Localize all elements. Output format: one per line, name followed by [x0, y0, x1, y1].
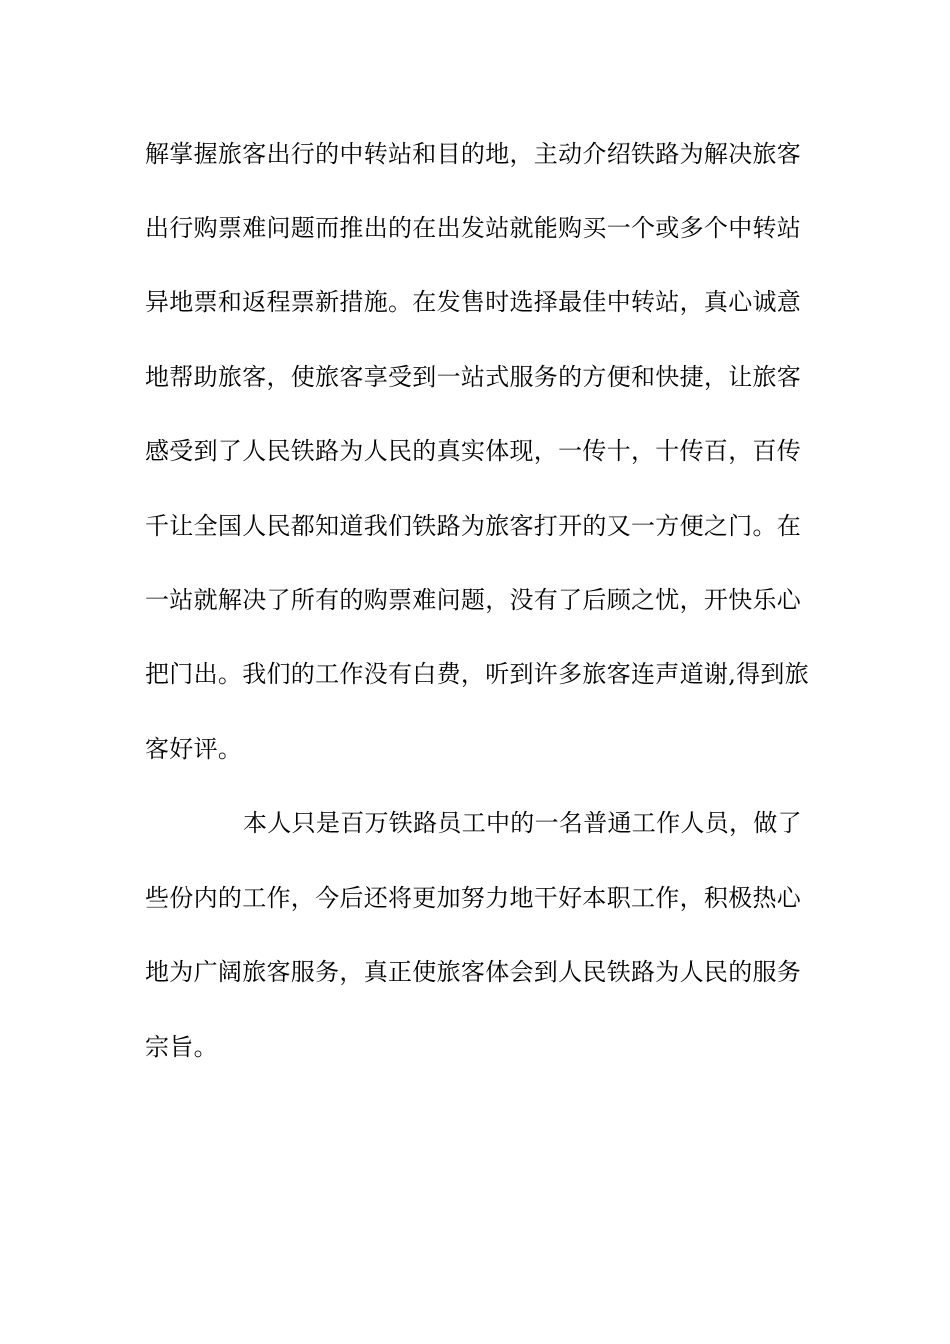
text-line: 把门出。我们的工作没有白费，听到许多旅客连声道谢,得到旅 — [145, 660, 810, 688]
text-line: 地帮助旅客，使旅客享受到一站式服务的方便和快捷，让旅客 — [145, 363, 802, 391]
text-line: 地为广阔旅客服务，真正使旅客体会到人民铁路为人民的服务 — [145, 958, 802, 986]
text-line: 出行购票难问题而推出的在出发站就能购买一个或多个中转站 — [145, 214, 802, 242]
text-line: 千让全国人民都知道我们铁路为旅客打开的又一方便之门。在 — [145, 512, 802, 540]
text-line: 一站就解决了所有的购票难问题，没有了后顾之忧，开快乐心 — [145, 586, 802, 614]
text-line: 感受到了人民铁路为人民的真实体现，一传十，十传百，百传 — [145, 437, 802, 465]
text-line: 客好评。 — [145, 735, 243, 763]
text-line: 本人只是百万铁路员工中的一名普通工作人员，做了 — [243, 809, 802, 837]
text-line: 些份内的工作，今后还将更加努力地干好本职工作，积极热心 — [145, 884, 802, 912]
text-line: 异地票和返程票新措施。在发售时选择最佳中转站，真心诚意 — [145, 288, 802, 316]
text-line: 宗旨。 — [145, 1033, 218, 1061]
text-line: 解掌握旅客出行的中转站和目的地，主动介绍铁路为解决旅客 — [145, 140, 802, 168]
